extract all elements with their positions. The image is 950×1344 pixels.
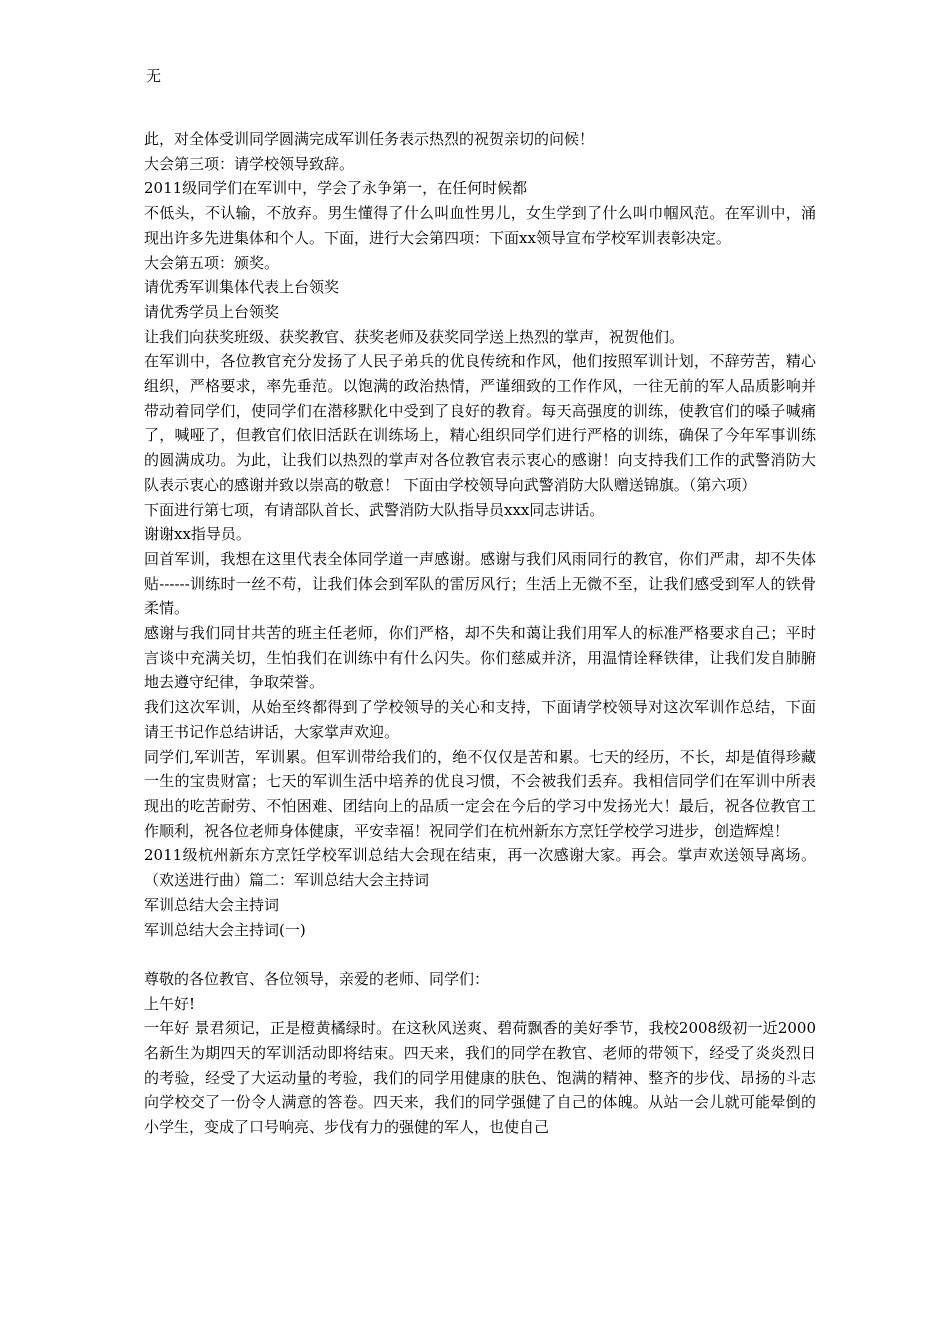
paragraph: 尊敬的各位教官、各位领导，亲爱的老师、同学们： xyxy=(144,969,490,988)
paragraph: 同学们,军训苦，军训累。但军训带给我们的，绝不仅仅是苦和累。七天的经历，不长，却是值得珍藏一生的宝贵财富；七天的军训生活中培养的优良习惯，不会被我们丢弃。我相信同学们在军训中所表现出的吃苦耐劳、不怕困难、团结向上的品质一定会在今后的学习中发扬光大！最后，祝各位教官工作顺利，祝各位老师身体健康，平安幸福！祝同学们在杭州新东方烹饪学校学习进步，创造辉煌！ xyxy=(144,747,816,840)
paragraph: 请优秀军训集体代表上台领奖 xyxy=(144,278,340,297)
paragraph: 大会第三项：请学校领导致辞。 xyxy=(144,154,355,173)
page-header: 无 xyxy=(146,67,162,85)
paragraph: 一年好 景君须记，正是橙黄橘绿时。在这秋风送爽、碧荷飘香的美好季节，我校2008级初一近2000 名新生为期四天的军训活动即将结束。四天来，我们的同学在教官、老师的带领下，经受了炎炎烈日的考验，经受了大运动量的考验，我们的同学用健康的肤色、饱满的精神、整齐的步伐、昂扬的斗志向学校交了一份令人满意的答卷。四天来，我们的同学强健了自己的体魄。从站一会儿就可能晕倒的小学生，变成了口号响亮、步伐有力的强健的军人，也使自己 xyxy=(144,1019,816,1137)
paragraph: 军训总结大会主持词(一) xyxy=(144,920,306,939)
paragraph: 2011级同学们在军训中，学会了永争第一，在任何时候都 xyxy=(144,179,528,198)
paragraph: 不低头，不认输，不放弃。男生懂得了什么叫血性男儿，女生学到了什么叫巾帼风范。在军训中，涌现出许多先进集体和个人。下面，进行大会第四项：下面xx领导宣布学校军训表彰决定。 xyxy=(144,204,816,247)
paragraph: 请优秀学员上台领奖 xyxy=(144,302,280,321)
paragraph: 军训总结大会主持词 xyxy=(144,895,280,914)
paragraph: 谢谢xx指导员。 xyxy=(144,525,251,544)
paragraph: 回首军训，我想在这里代表全体同学道一声感谢。感谢与我们风雨同行的教官，你们严肃，却不失体贴------训练时一丝不苟，让我们体会到军队的雷厉风行；生活上无微不至，让我们感受到军人的铁骨柔情。 xyxy=(144,549,816,618)
paragraph: 上午好! xyxy=(144,994,196,1013)
paragraph: 在军训中，各位教官充分发扬了人民子弟兵的优良传统和作风，他们按照军训计划，不辞劳苦，精心组织，严格要求，率先垂范。以饱满的政治热情，严谨细致的工作作风，一往无前的军人品质影响并带动着同学们，使同学们在潜移默化中受到了良好的教育。每天高强度的训练，使教官们的嗓子喊痛了，喊哑了，但教官们依旧活跃在训练场上，精心组织同学们进行严格的训练，确保了今年军事训练的圆满成功。为此，让我们以热烈的掌声对各位教官表示衷心的感谢！向支持我们工作的武警消防大队表示衷心的感谢并致以崇高的敬意！ 下面由学校领导向武警消防大队赠送锦旗。（第六项） xyxy=(144,352,816,494)
blank-line xyxy=(144,942,816,967)
paragraph: 大会第五项：颁奖。 xyxy=(144,253,280,272)
document-body xyxy=(144,127,816,1140)
paragraph: 2011级杭州新东方烹饪学校军训总结大会现在结束，再一次感谢大家。再会。掌声欢送领导离场。（欢送进行曲）篇二：军训总结大会主持词 xyxy=(144,846,816,890)
paragraph: 下面进行第七项，有请部队首长、武警消防大队指导员xxx同志讲话。 xyxy=(144,500,605,519)
paragraph: 让我们向获奖班级、获奖教官、获奖老师及获奖同学送上热烈的掌声，祝贺他们。 xyxy=(144,327,685,346)
paragraph: 此，对全体受训同学圆满完成军训任务表示热烈的祝贺亲切的问候！ xyxy=(144,130,595,148)
paragraph: 感谢与我们同甘共苦的班主任老师，你们严格，却不失和蔼让我们用军人的标准严格要求自己；平时言谈中充满关切，生怕我们在训练中有什么闪失。你们慈威并济，用温情诠释铁律，让我们发自肺腑地去遵守纪律，争取荣誉。 xyxy=(144,624,816,692)
paragraph: 我们这次军训，从始至终都得到了学校领导的关心和支持，下面请学校领导对这次军训作总结，下面请王书记作总结讲话，大家掌声欢迎。 xyxy=(144,698,816,741)
